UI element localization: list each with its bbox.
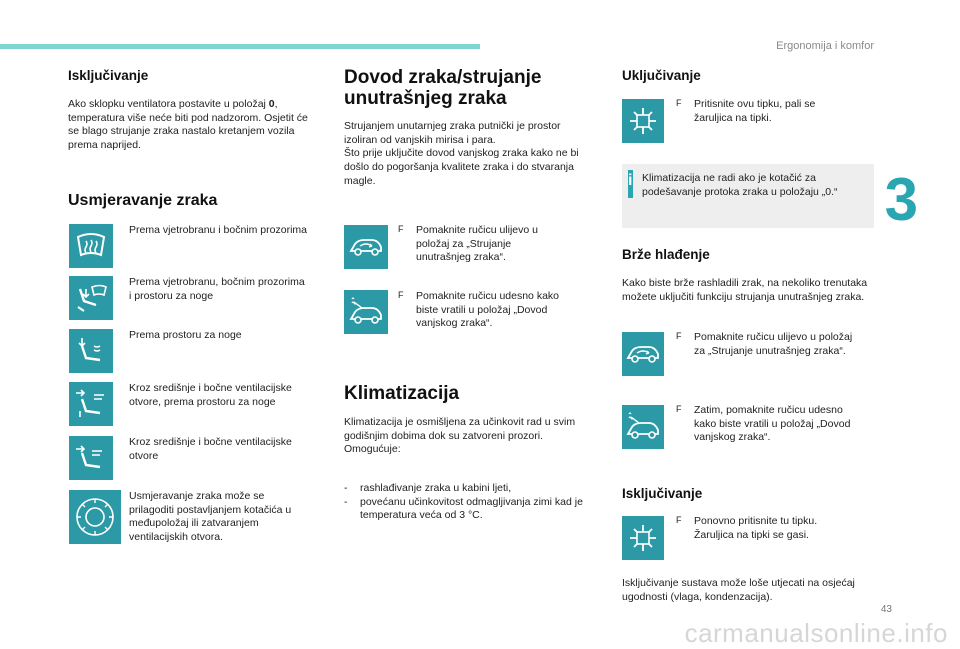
air-conditioning-heading: Klimatizacija <box>344 383 460 404</box>
list-dash: - <box>344 482 348 494</box>
recirc-bullet-right: F Pomaknite ručicu udesno kako biste vratili u položaj „Dovod vanjskog zraka“. <box>398 290 559 330</box>
switch-on-bullet: F Pritisnite ovu tipku, pali se žaruljica na tipki. <box>676 98 816 124</box>
bullet-mark: F <box>676 515 682 525</box>
section-header-title: Ergonomija i komfor <box>776 40 874 52</box>
bullet-mark: F <box>676 404 682 414</box>
fast-cooling-bullet-1: F Pomaknite ručicu ulijevo u položaj za „Strujanje unutrašnjeg zraka“. <box>676 331 853 357</box>
switch-off-text: Ako sklopku ventilatora postavite u položaj 0, temperatura više neće biti pod nadzorom. Osjetit će se blago strujanje zraka nastalo kretanjem vozila prema naprijed. <box>68 98 308 151</box>
info-icon: i <box>628 172 633 189</box>
distribution-item-text: Kroz središnje i bočne ventilacijske otvore, prema prostoru za noge <box>129 382 292 408</box>
recirc-bullet-left: F Pomaknite ručicu ulijevo u položaj za „Strujanje unutrašnjeg zraka“. <box>398 224 538 264</box>
ac-switch-off-note: Isključivanje sustava može loše utjecati na osjećaj ugodnosti (vlaga, kondenzacija). <box>622 577 855 603</box>
distribution-item-text: Prema vjetrobranu, bočnim prozorima i prostoru za noge <box>129 276 305 302</box>
bullet-mark: F <box>676 98 682 108</box>
switch-on-heading: Uključivanje <box>622 68 701 83</box>
list-dash: - <box>344 495 348 508</box>
windshield-defrost-icon <box>69 224 113 268</box>
ac-snowflake-icon <box>622 99 664 143</box>
distribution-item-text: Kroz središnje i bočne ventilacijske otvore <box>129 436 292 462</box>
windshield-feet-icon <box>69 276 113 320</box>
bullet-mark: F <box>398 224 404 234</box>
air-conditioning-list <box>344 482 594 523</box>
ac-switch-off-heading: Isključivanje <box>622 486 703 501</box>
distribution-item-text: Usmjeravanje zraka može se prilagoditi postavljanjem kotačića u međupoložaj ili zatvaranjem ventilacijskih otvora. <box>129 490 292 543</box>
air-conditioning-text: Klimatizacija je osmišljena za učinkovit rad u svim godišnjim dobima dok su zatvoreni prozori. Omogućuje: <box>344 416 576 456</box>
recirculation-icon <box>344 225 388 269</box>
watermark: carmanualsonline.info <box>684 618 948 648</box>
fast-cooling-bullet-2: F Zatim, pomaknite ručicu udesno kako biste vratili u položaj „Dovod vanjskog zraka“. <box>676 404 851 444</box>
ac-snowflake-icon <box>622 516 664 560</box>
list-item: - povećanu učinkovitost odmagljivanja zimi kad je temperatura veća od 3 °C. <box>344 495 583 522</box>
fresh-air-icon <box>622 405 664 449</box>
distribution-item-text: Prema prostoru za noge <box>129 329 242 341</box>
page-number: 43 <box>880 604 892 615</box>
air-distribution-heading: Usmjeravanje zraka <box>68 192 218 209</box>
fast-cooling-heading: Brže hlađenje <box>622 247 710 262</box>
fast-cooling-text: Kako biste brže rashladili zrak, na nekoliko trenutaka možete uključiti funkciju strujanja unutrašnjeg zraka. <box>622 277 868 303</box>
info-text: Klimatizacija ne radi ako je kotačić za podešavanje protoka zraka u položaju „0.“ <box>642 172 838 198</box>
list-item: - rashlađivanje zraka u kabini ljeti, <box>344 482 512 494</box>
switch-off-heading: Isključivanje <box>68 68 149 83</box>
bullet-mark: F <box>676 331 682 341</box>
chapter-number: 3 <box>884 166 918 233</box>
fresh-air-icon <box>344 290 388 334</box>
bullet-mark: F <box>398 290 404 300</box>
vents-icon <box>69 436 113 480</box>
info-box <box>622 164 874 228</box>
feet-airflow-icon <box>69 329 113 373</box>
vents-feet-icon <box>69 382 113 426</box>
header-accent-bar <box>0 44 480 49</box>
recirculation-heading: Dovod zraka/strujanje unutrašnjeg zraka <box>344 67 542 109</box>
recirculation-icon <box>622 332 664 376</box>
distribution-item-text: Prema vjetrobranu i bočnim prozorima <box>129 224 307 236</box>
recirculation-text: Strujanjem unutarnjeg zraka putnički je prostor izoliran od vanjskih mirisa i para. Što prije uključite dovod vanjskog zraka kako ne bi došlo do pogoršanja kvalitete zraka i do stvaranja magle. <box>344 120 579 187</box>
dial-icon <box>69 490 121 544</box>
ac-switch-off-bullet: F Ponovno pritisnite tu tipku. Žaruljica na tipki se gasi. <box>676 515 818 541</box>
